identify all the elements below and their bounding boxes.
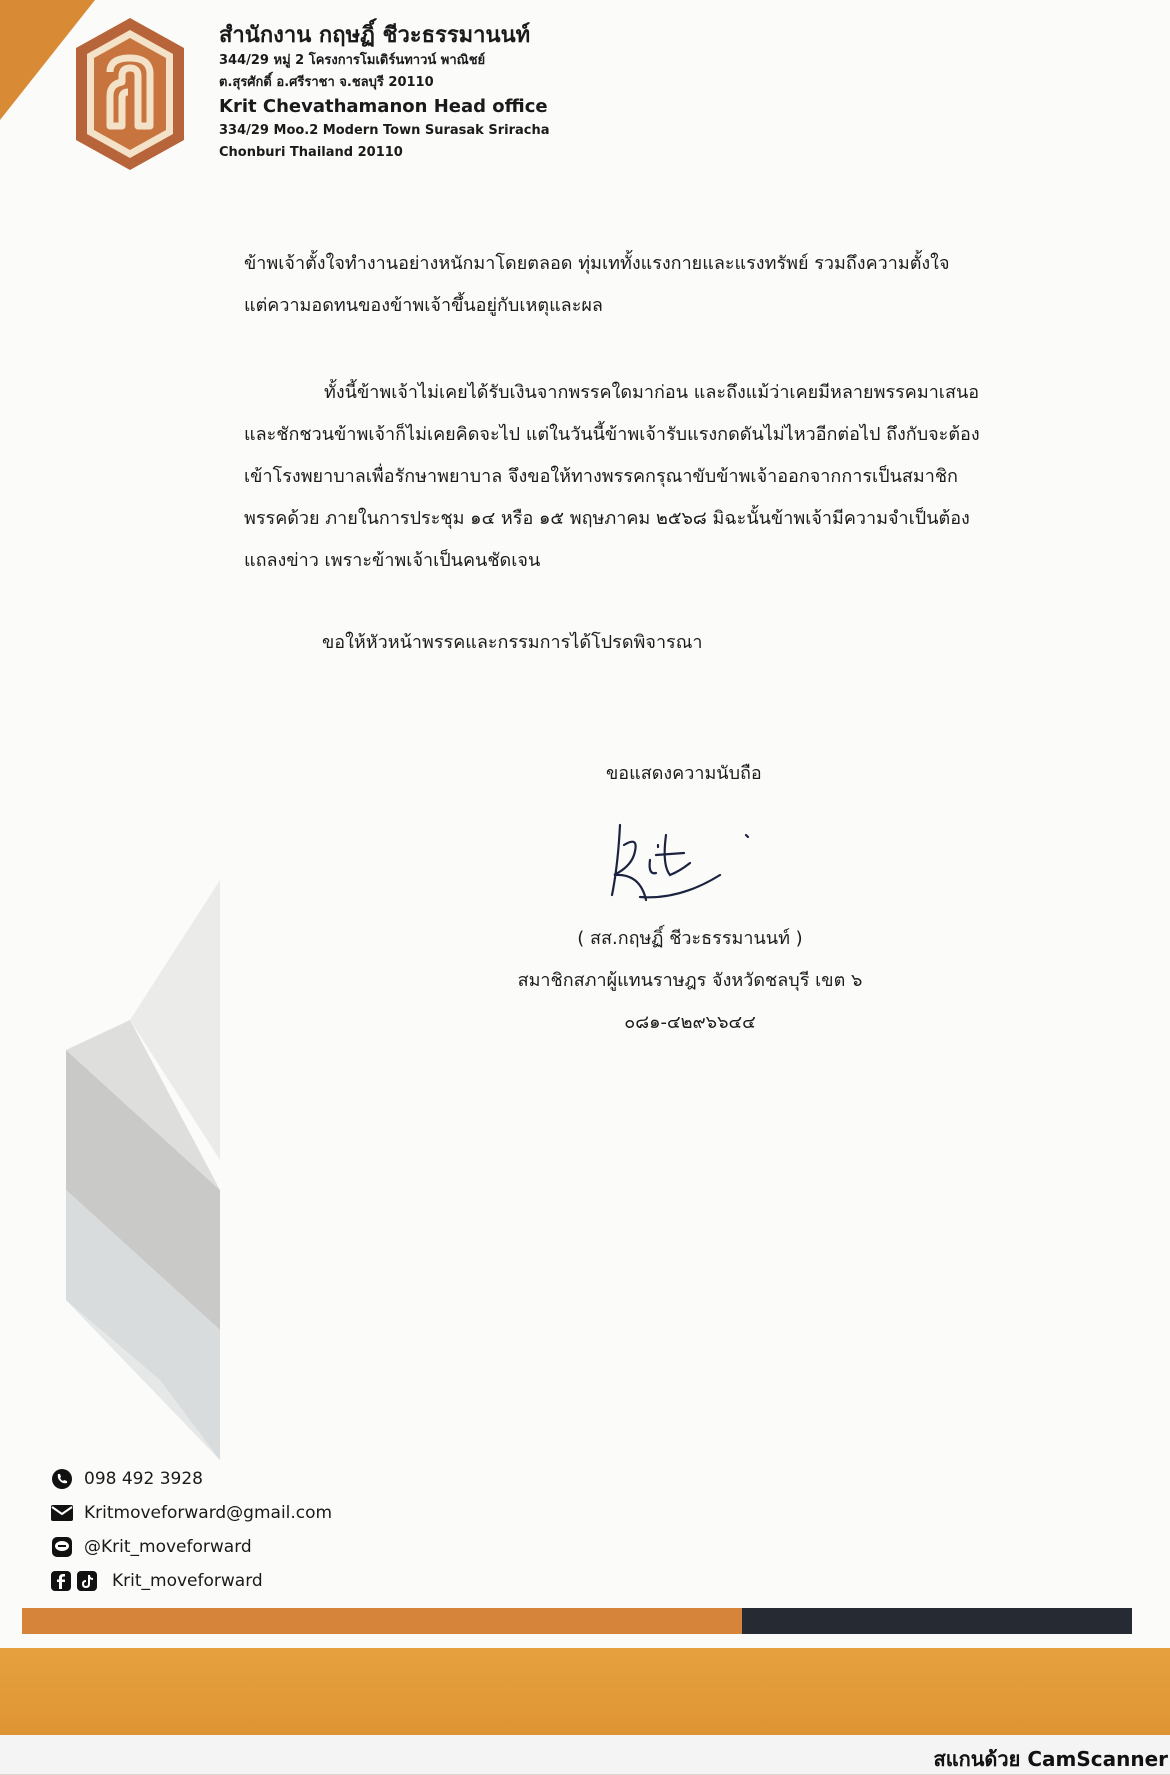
signer-phone: ๐๘๑-๔๒๙๖๖๔๔ [624,1012,756,1033]
geometric-decoration [0,860,230,1480]
paragraph-2-line-2: และชักชวนข้าพเจ้าก็ไม่เคยคิดจะไป แต่ในวันนี้ข้าพเจ้ารับแรงกดดันไม่ไหวอีกต่อไป ถึงกับจะต้อง [244,424,980,445]
office-name-en: Krit Chevathamanon Head office [219,96,548,117]
social-handle[interactable]: Krit_moveforward [112,1571,263,1591]
signature [600,805,770,915]
paragraph-1-line-2: แต่ความอดทนของข้าพเจ้าขึ้นอยู่กับเหตุและผล [244,295,603,316]
footer-bar-orange [22,1608,742,1634]
email-address[interactable]: Kritmoveforward@gmail.com [84,1503,333,1523]
phone-number[interactable]: 098 492 3928 [84,1469,203,1489]
paragraph-2-line-5: แถลงข่าว เพราะข้าพเจ้าเป็นคนชัดเจน [244,550,541,571]
paragraph-2-line-3: เข้าโรงพยาบาลเพื่อรักษาพยาบาล จึงขอให้ทางพรรคกรุณาขับข้าพเจ้าออกจากการเป็นสมาชิก [244,466,958,487]
phone-icon [50,1467,74,1491]
paragraph-1 [244,243,1044,327]
address-en-line-2: Chonburi Thailand 20110 [219,145,403,160]
letterhead [219,22,549,164]
contact-social [50,1564,332,1598]
tiktok-icon [76,1570,98,1592]
footer-band [0,1648,1170,1735]
line-chat-icon [50,1535,74,1559]
paragraph-2-line-1: ทั้งนี้ข้าพเจ้าไม่เคยได้รับเงินจากพรรคใดมาก่อน และถึงแม้ว่าเคยมีหลายพรรคมาเสนอ [324,382,980,403]
regards: ขอแสดงความนับถือ [606,763,762,784]
paragraph-2-line-4: พรรคด้วย ภายในการประชุม ๑๔ หรือ ๑๕ พฤษภาคม ๒๕๖๘ มิฉะนั้นข้าพเจ้ามีความจำเป็นต้อง [244,508,970,529]
camscanner-label: สแกนด้วย CamScanner [933,1747,1168,1771]
contact-phone [50,1462,332,1496]
contact-line [50,1530,332,1564]
office-name-th: สำนักงาน กฤษฏิ์ ชีวะธรรมานนท์ [219,23,531,48]
line-id[interactable]: @Krit_moveforward [84,1537,252,1557]
signer-name: ( สส.กฤษฏิ์ ชีวะธรรมานนท์ ) [577,928,803,949]
address-th-line-1: 344/29 หมู่ 2 โครงการโมเดิร์นทาวน์ พาณิชย์ [219,53,486,68]
party-logo [70,14,190,174]
closing-request: ขอให้หัวหน้าพรรคและกรรมการได้โปรดพิจารณา [322,632,703,653]
signature-block [460,918,920,1044]
paragraph-1-line-1: ข้าพเจ้าตั้งใจทำงานอย่างหนักมาโดยตลอด ทุ่มเททั้งแรงกายและแรงทรัพย์ รวมถึงความตั้งใจ [244,253,950,274]
footer-bar-dark [742,1608,1132,1634]
social-icons [50,1570,104,1592]
address-th-line-2: ต.สุรศักดิ์ อ.ศรีราชา จ.ชลบุรี 20110 [219,75,434,90]
paragraph-2 [244,372,1044,582]
email-icon [50,1501,74,1525]
signer-title: สมาชิกสภาผู้แทนราษฎร จังหวัดชลบุรี เขต ๖ [517,970,863,991]
address-en-line-1: 334/29 Moo.2 Modern Town Surasak Sriracha [219,123,550,138]
contact-list [50,1462,332,1598]
facebook-icon [50,1570,72,1592]
contact-email [50,1496,332,1530]
